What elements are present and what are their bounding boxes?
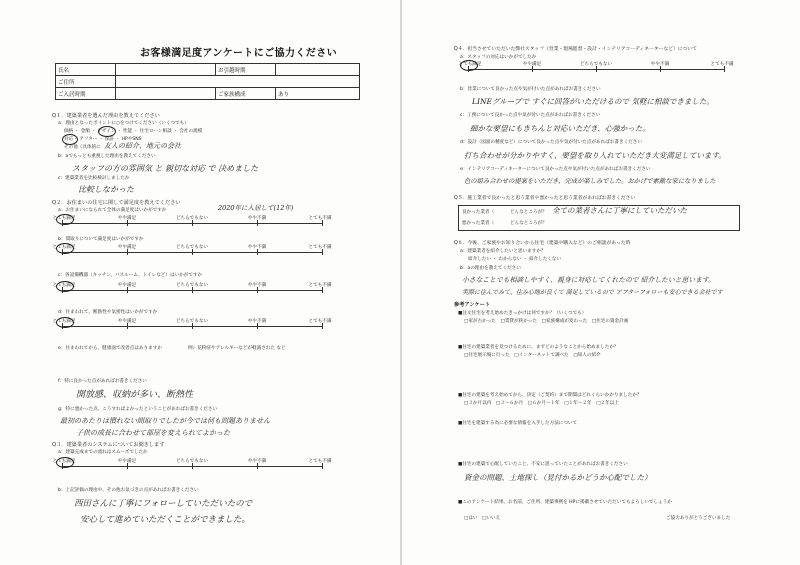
q4-a-scale: とても満足 やや満足 どちらでもない やや不満 とても不満 — [468, 61, 724, 75]
q6-b-answer-2: 実際に住んでみて、住み心地が良くて 満足しているので アフターフォローも安心できる会社です — [462, 289, 723, 296]
q1-b-answer: スタッフの方の雰囲気 と 親切な対応 で 決めました — [72, 164, 259, 173]
q5-good-answer: 全ての業者さんに丁寧にしていただいた — [552, 206, 687, 215]
q1-sub-a: a：理由となったポイントに○をつけてください（いくつでも） — [58, 121, 189, 126]
q2-d-scale: とても満足 やや満足 どちらでもない やや不満 とても不満 — [62, 318, 322, 332]
q5-good-label: 良かった業者（ — [462, 210, 495, 215]
q4-e-answer: 色の組み合わせの提案をいただき、完成が楽しみでした。おかげで素敵な家になりました — [464, 178, 716, 185]
q3-a-circle — [56, 457, 74, 468]
ref-q3: ■住宅の建築を考え始めてから、決定（ご契約）まで期間はどれくらいかかりましたか？ — [458, 393, 642, 398]
q6-heading: Q６．今後、ご家族やお知り合いから住宅（建築や購入など）のご相談があった時 — [454, 241, 631, 246]
q6-sub-a: a：建築業者を紹介したいと思いますか？ — [460, 249, 546, 254]
address-label: ご住所 — [56, 76, 116, 88]
q2-note: 2020年に入居して(12年) — [218, 204, 294, 212]
q2-sub-b: b：間取りについて満足度はいかがですか — [58, 237, 144, 242]
q2-sub-f: f：特に良かった点があればお書きください — [58, 379, 147, 384]
move-label: お引越時期 — [216, 64, 276, 76]
q5-heading: Q５．施工業者で良かったと思う業者や悪かったと思う業者があればお書きください — [454, 196, 636, 201]
q2-g-answer: 最初のあたりは慣れない間取りでしたが今では何も問題ありません — [60, 417, 270, 425]
q4-c-answer: 細かな要望にもきちんと対応いただき、心強かった。 — [470, 124, 650, 133]
q1-other-label: その他（具体的に — [64, 145, 101, 150]
q1-options: 価格 ・ 金額 ・ デザイン ・ 性能 ・ 住宅ローン相談 ・ 会社の規模 — [64, 129, 203, 134]
ref-q4: ■住宅を建築する為に必要な情報を入手した方法について — [458, 421, 578, 426]
survey-title: お客様満足度アンケートにご協力ください — [140, 48, 337, 59]
q1-sub-c: c：建築業者を比較検討しましたか — [58, 176, 130, 181]
q3-b-answer: 西田さんに丁寧にフォローしていただいたので — [74, 499, 253, 509]
family-label: ご家族構成 — [216, 88, 276, 100]
q1-options-2: 対応・ アフター ・ 保証 ・ HPやSNS — [64, 137, 142, 142]
ref-q2: ■住宅の建築業者を見つけるために、まずどのようなことから始めましたか？ — [458, 345, 619, 350]
reference-heading: 参考アンケート — [454, 302, 491, 308]
ref-q1-options: □家が古かった □賃貸が狭かった □家族構成が変わった □住宅の資金計画 — [464, 319, 629, 324]
q2-a-scale: とても満足 やや満足 どちらでもない やや不満 とても不満 — [62, 215, 322, 229]
ref-q6: ■このアンケート結果、お名前、ご住所、建築事例を HPに掲載させていただいてもよろしいでしょうか — [458, 500, 672, 505]
q1-choice-circle — [98, 126, 116, 137]
q2-sub-d: d：住まわれて、断熱性や気密性はいかがですか — [58, 310, 158, 315]
ref-q1: ■注文住宅を考え始めたきっかけは何ですか？（いくつでも） — [458, 311, 587, 316]
q4-sub-d: d：設計（図面の精度など）について良かった点や気が付いた点があればお書きください — [460, 140, 642, 145]
q5-good-sub: どんなところが？ — [510, 210, 547, 215]
q3-b-answer-2: 安心して進めていただくことができました。 — [80, 515, 251, 525]
q4-d-answer: 打ち合わせが分かりやすく、要望を取り入れていただき大変満足しています。 — [464, 151, 726, 160]
q2-c-circle — [56, 281, 74, 292]
q2-g-answer-2: 子供の成長に合わせて部屋を変えられてよかった — [76, 429, 230, 437]
q2-heading: Q２．お住まいの住宅に関して満足度を教えてください — [52, 200, 181, 206]
q2-sub-e: e：住まわれてから、健康面で改善点はありますか — [58, 346, 162, 351]
q1-choice-circle-2 — [62, 134, 78, 145]
name-label: 氏名 — [56, 64, 116, 76]
q4-b-answer: LINEグループで すぐに回答がいただけるので 気軽に相談できました。 — [472, 97, 714, 106]
q4-a-circle — [460, 60, 478, 71]
q2-a-circle — [56, 214, 74, 225]
q2-sub-a: a：お住まいになられて全体の満足度はいかがですか — [58, 208, 167, 213]
q5-bad-sub: どんなところが？ — [510, 221, 547, 226]
ref-q3-options: □３か月以内 □３〜６か月 □６か月〜１年 □１年〜２年 □２年以上 — [464, 401, 619, 406]
q1-c-answer: 比較しなかった — [78, 185, 134, 194]
q6-sub-b: b：aの理由を教えてください — [460, 266, 521, 271]
q4-heading: Q４．担当させていただいた弊社スタッフ（営業・現場監督・設計・インテリアコーディネーターなど）について — [454, 47, 697, 52]
ref-q6-options: □はい □いいえ — [464, 516, 501, 521]
q5-bad-label: 悪かった業者（ — [462, 221, 495, 226]
ref-q5-answer: 資金の問題、土地探し（見付かるかどうか心配でした） — [464, 473, 652, 482]
ref-q5: ■住宅の建築で心配していたこと、不安に思っていたことがあればお書きください — [458, 462, 628, 467]
q3-a-scale: とても満足 やや満足 どちらでもない やや不満 とても不満 — [62, 458, 322, 472]
q4-sub-e: e：インテリアコーディネーターについて良かった点や気が付いた点があればお書きください — [460, 167, 651, 172]
q1-sub-b: b：aでもっとも重視した理由を教えてください — [58, 154, 156, 159]
q2-d-circle — [56, 317, 74, 328]
family-value: あり — [276, 88, 360, 100]
q6-options: 紹介したい ・ わからない ・ 紹介したくない — [468, 257, 562, 262]
q3-sub-b: b：上記評価の理由や、その他お気づきの点があればお書きください — [58, 488, 199, 493]
q1-other-answer: 友人の紹介、地元の会社 — [104, 142, 181, 150]
q2-sub-e-note: 例）花粉症やアレルギーなどが軽減された など — [188, 346, 286, 351]
q2-c-scale: とても満足 やや満足 どちらでもない やや不満 とても不満 — [62, 282, 322, 296]
move-in-label: ご入居時期 — [56, 88, 116, 100]
q2-sub-g: g：特に悪かった点、こうすればよかったということがあればお書きください — [58, 407, 218, 412]
q2-b-circle — [56, 243, 74, 254]
q2-b-scale: とても満足 やや満足 どちらでもない やや不満 とても不満 — [62, 244, 322, 258]
q4-sub-b: b：営業について良かった点や気が付いた点があればお書きください — [460, 87, 601, 92]
q6-b-answer: 小さなことでも相談しやすく、親身に対応してくれたので 紹介したいと思います。 — [462, 276, 715, 284]
q2-sub-c: c：各設備機器（キッチン、バスルーム、トイレなど）はいかがですか — [58, 273, 203, 278]
q3-sub-a: a：建築完成までの流れはスムーズでしたか — [58, 450, 148, 455]
q2-f-answer: 開放感、収納が多い、断熱性 — [76, 390, 194, 400]
q3-heading: Q３．建築業者のシステムについてお聞きします — [52, 442, 165, 448]
thanks-text: ご協力ありがとうございました — [666, 516, 731, 521]
page-right — [402, 0, 800, 565]
q4-sub-a: a：スタッフの対応はいかがでしたか — [460, 55, 537, 60]
q4-sub-c: c：工務について良かった点や気が付いた点があればお書きください — [460, 113, 601, 118]
q1-heading: Q１．建築業者を選んだ理由を教えてください — [52, 113, 160, 119]
ref-q2-options: □住宅展示場に行った □インターネットで調べた □知人の紹介 — [464, 353, 601, 358]
customer-info-table — [55, 63, 360, 100]
